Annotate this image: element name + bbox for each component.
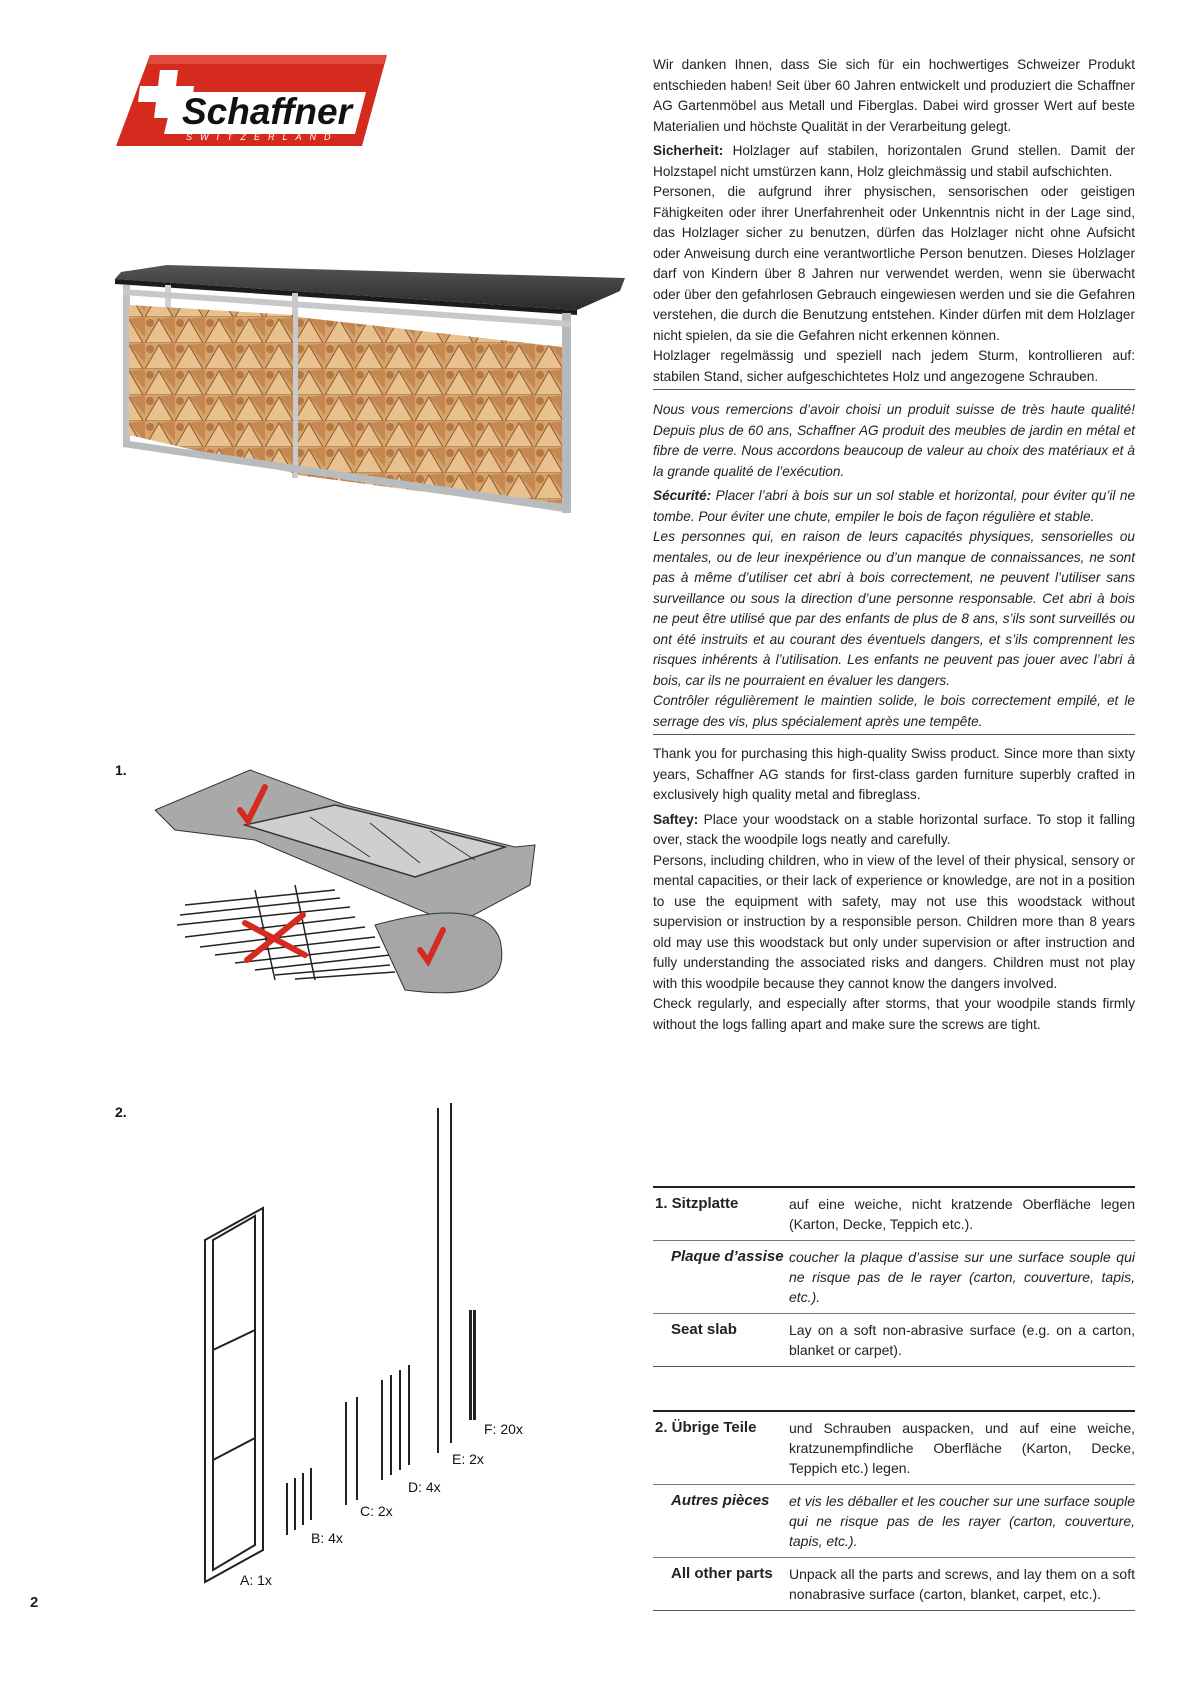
en-safety-label: Saftey:: [653, 811, 699, 827]
table1-key-fr: Plaque d’assise: [653, 1241, 789, 1314]
parts-table-seat-slab: [653, 1186, 1135, 1367]
part-label-d: D: 4x: [408, 1479, 441, 1495]
woodstack-photo: [115, 265, 625, 555]
de-safety: [653, 141, 1135, 182]
en-intro: Thank you for purchasing this high-quality Swiss product. Since more than sixty years, Schaffner AG stands for first-class garden furniture superbly crafted in exclusively high quality metal and fibreglass.: [653, 746, 1135, 802]
fr-persons: Les personnes qui, en raison de leurs capacités physiques, sensorielles ou mentales, ou de leur inexpérience ou d’un manque de connaissances, ne sont pas à même d’utiliser cet abri à bois correctement, ne peuvent l’utiliser sans surveillance ou sous la direction d’une personne responsable. Cet abri à bois ne peut être utilisé que par des enfants de plus de 8 ans, s’ils sont surveillés ou ont été instruits et au courant des éventuels dangers, et s’ils comprennent les risques inhérents à l’utilisation. Les enfants ne peuvent pas jouer avec l’abri à bois, car ils ne pourraient en évaluer les dangers.: [653, 529, 1135, 688]
part-label-b: B: 4x: [311, 1530, 343, 1546]
part-label-a: A: 1x: [240, 1572, 272, 1588]
table1-value-en: Lay on a soft non-abrasive surface (e.g. on a carton, blanket or carpet).: [789, 1314, 1135, 1367]
parts-table-other-parts: [653, 1410, 1135, 1611]
table2-key-de: 2. Übrige Teile: [653, 1411, 789, 1485]
table2-value-en: Unpack all the parts and screws, and lay them on a soft nonabrasive surface (carton, blanket, carpet, etc.).: [789, 1558, 1135, 1611]
en-safety-text: Place your woodstack on a stable horizontal surface. To stop it falling over, stack the woodpile logs neatly and carefully.: [653, 811, 1136, 847]
parts-illustration: [195, 1090, 505, 1595]
en-block: [653, 744, 1135, 1035]
page-number: 2: [30, 1594, 39, 1611]
de-safety-text: Holzlager auf stabilen, horizontalen Grund stellen. Damit der Holzstapel nicht umstürzen kann, Holz gleichmässig und stabil aufschichten.: [653, 143, 1135, 179]
en-persons: Persons, including children, who in view of the level of their physical, sensory or mental capacities, or their lack of experience or knowledge, are not in a position to use the equipment with safety, may not use this woodstack without supervision or instruction by a responsible person. Children more than 8 years old may use this woodstack but only under supervision or after instruction and fully understanding the associated risks and dangers. Children must not play with this woodpile because they cannot know the dangers involved.: [653, 852, 1135, 991]
brand-logo: [112, 52, 387, 152]
fr-safety-text: Placer l’abri à bois sur un sol stable et horizontal, pour éviter qu’il ne tombe. Pour éviter une chute, empiler le bois de façon régulière et stable.: [653, 488, 1136, 524]
brand-tagline: SWITZERLAND: [186, 132, 339, 142]
divider: [653, 389, 1135, 390]
table1-value-fr: coucher la plaque d’assise sur une surface souple qui ne risque pas de le rayer (carton, couverture, tapis, etc.).: [789, 1241, 1135, 1314]
fr-block: [653, 400, 1135, 732]
en-safety: [653, 810, 1135, 851]
fr-safety-label: Sécurité:: [653, 488, 712, 503]
de-intro: Wir danken Ihnen, dass Sie sich für ein hochwertiges Schweizer Produkt entschieden haben! Seit über 60 Jahren entwickelt und produziert die Schaffner AG Gartenmöbel aus Metall und Fiberglas. Dabei wird grosser Wert auf beste Materialien und höchste Qualität in der Verarbeitung gelegt.: [653, 57, 1135, 134]
part-label-f: F: 20x: [484, 1421, 523, 1437]
de-persons: Personen, die aufgrund ihrer physischen, sensorischen oder geistigen Fähigkeiten oder ihrer Unerfahrenheit oder Unkenntnis nicht in der Lage sind, das Holzlager sicher zu benutzen, dürfen das Holzlager nicht ohne Aufsicht oder Anweisung durch eine verantwortliche Person benutzen. Dieses Holzlager darf von Kindern über 8 Jahren nur verwendet werden, wenn sie überwacht oder über den gefahrlosen Gebrauch eingewiesen werden und sie die Gefahren verstehen, die durch die Benutzung entstehen. Kinder dürfen mit dem Holzlager nicht spielen, da sie die Gefahren nicht erkennen können.: [653, 184, 1135, 343]
fr-intro: Nous vous remercions d’avoir choisi un produit suisse de très haute qualité! Depuis plus de 60 ans, Schaffner AG produit des meubles de jardin en métal et fibre de verre. Nous accordons beaucoup de valeur au choix des matériaux et à la grande qualité de l’exécution.: [653, 402, 1135, 479]
table2-key-en: All other parts: [653, 1558, 789, 1611]
part-label-e: E: 2x: [452, 1451, 484, 1467]
step-1-number: 1.: [115, 762, 127, 778]
de-check: Holzlager regelmässig und speziell nach jedem Sturm, kontrollieren auf: stabilen Stand, sicher aufgeschichtetes Holz und angezogene Schrauben.: [653, 348, 1135, 384]
en-check: Check regularly, and especially after storms, that your woodpile stands firmly without the logs falling apart and make sure the screws are tight.: [653, 996, 1135, 1032]
fr-check: Contrôler régulièrement le maintien solide, le bois correctement empilé, et le serrage des vis, plus spécialement après une tempête.: [653, 693, 1135, 729]
brand-name: Schaffner: [182, 91, 352, 132]
table2-value-de: und Schrauben auspacken, und auf eine weiche, kratzunempfindliche Oberfläche (Karton, Decke, Teppich etc.) legen.: [789, 1411, 1135, 1485]
step-2-number: 2.: [115, 1104, 127, 1120]
de-safety-label: Sicherheit:: [653, 143, 724, 158]
table2-value-fr: et vis les déballer et les coucher sur une surface souple qui ne risque pas de les rayer (carton, couverture, tapis, etc.).: [789, 1485, 1135, 1558]
table2-key-fr: Autres pièces: [653, 1485, 789, 1558]
table1-key-en: Seat slab: [653, 1314, 789, 1367]
table1-key-de: 1. Sitzplatte: [653, 1187, 789, 1241]
table1-value-de: auf eine weiche, nicht kratzende Oberfläche legen (Karton, Decke, Teppich etc.).: [789, 1187, 1135, 1241]
part-label-c: C: 2x: [360, 1503, 393, 1519]
text-column: [653, 55, 1135, 387]
divider: [653, 734, 1135, 735]
fr-safety: [653, 486, 1135, 527]
step-1-illustration: [155, 765, 575, 1010]
